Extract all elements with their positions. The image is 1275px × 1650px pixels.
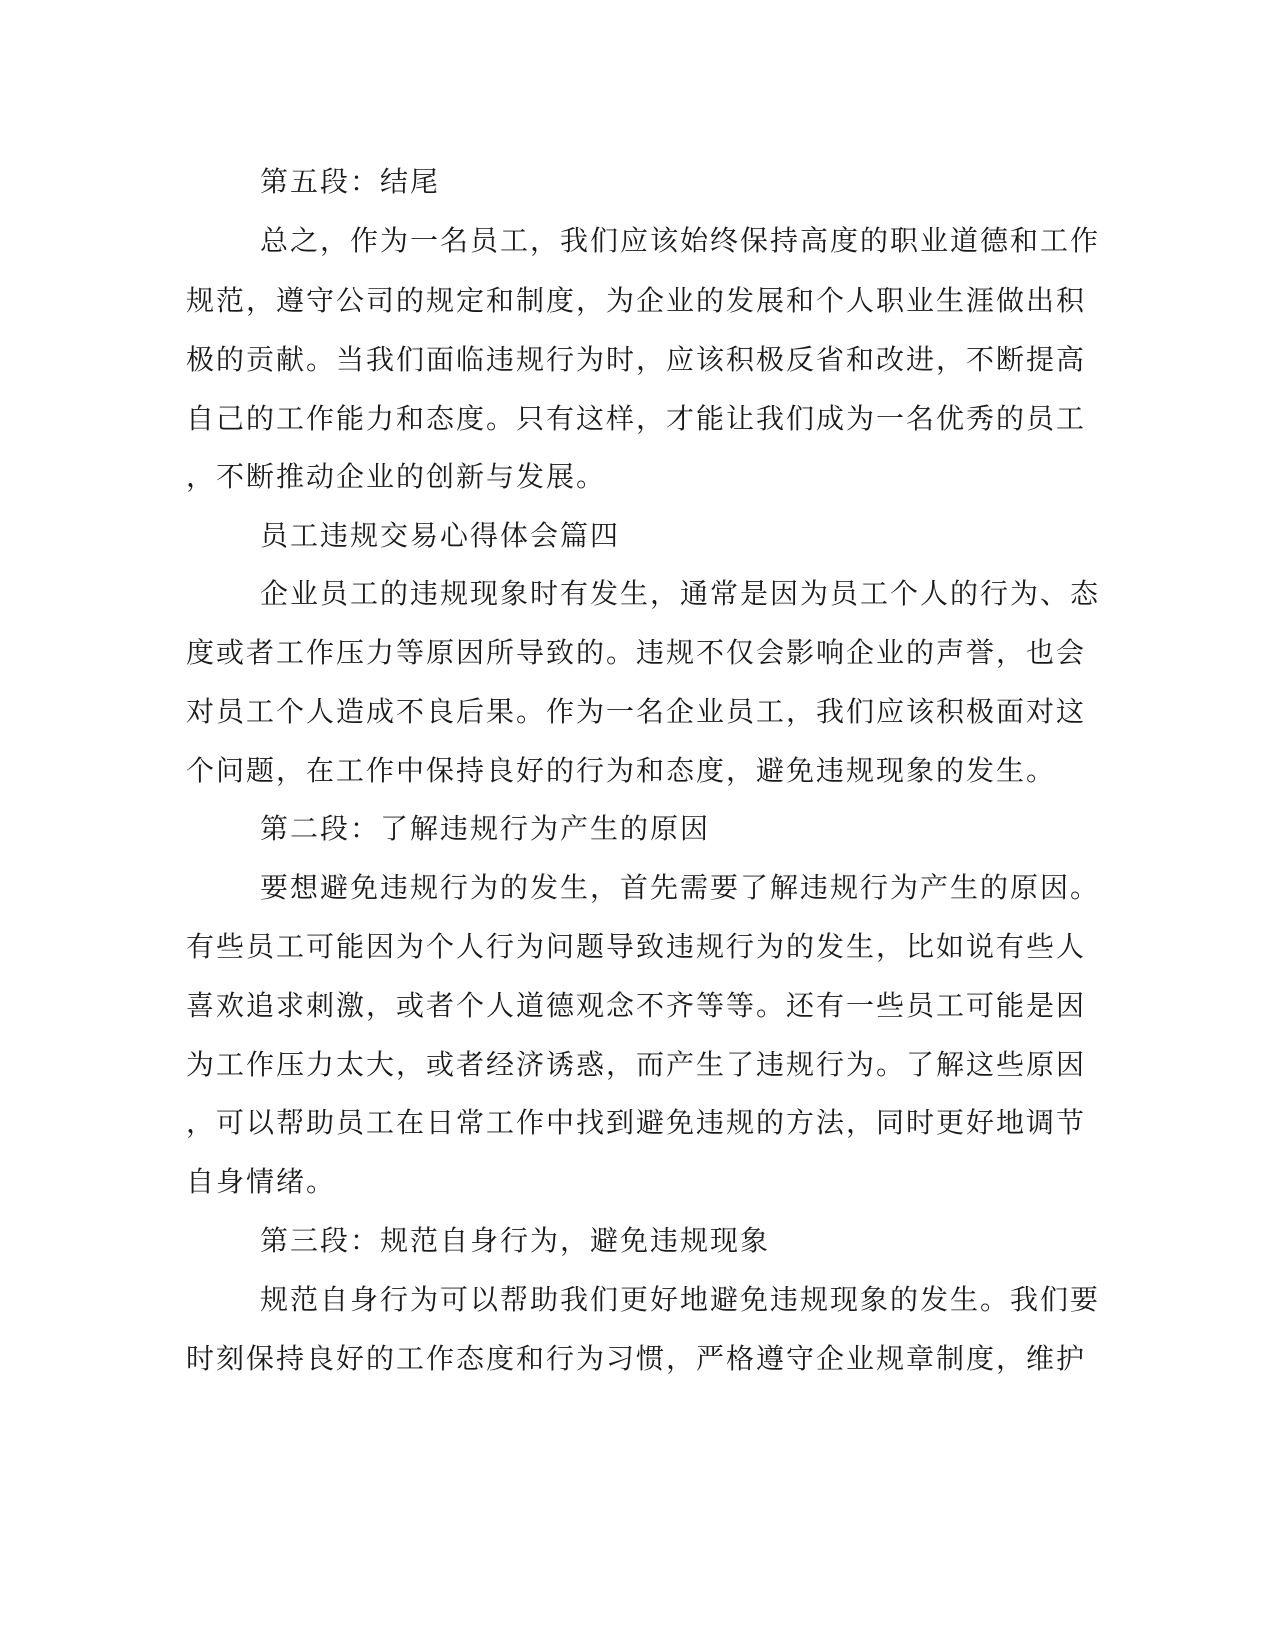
paragraph-line: 规范，遵守公司的规定和制度，为企业的发展和个人职业生涯做出积 (186, 284, 1087, 317)
paragraph-line: 要想避免违规行为的发生，首先需要了解违规行为产生的原因。 (260, 871, 1101, 904)
paragraph-line: 个问题，在工作中保持良好的行为和态度，避免违规现象的发生。 (186, 754, 1057, 787)
paragraph-line: 为工作压力太大，或者经济诱惑，而产生了违规行为。了解这些原因 (186, 1048, 1087, 1081)
paragraph-line: 有些员工可能因为个人行为问题导致违规行为的发生，比如说有些人 (186, 930, 1087, 963)
paragraph-line: ，不断推动企业的创新与发展。 (186, 460, 607, 493)
paragraph-line: 自身情绪。 (186, 1165, 337, 1198)
paragraph-line: 规范自身行为可以帮助我们更好地避免违规现象的发生。我们要 (260, 1283, 1101, 1316)
paragraph-line: 对员工个人造成不良后果。作为一名企业员工，我们应该积极面对这 (186, 695, 1087, 728)
paragraph-line: 喜欢追求刺激，或者个人道德观念不齐等等。还有一些员工可能是因 (186, 989, 1087, 1022)
paragraph-line: 度或者工作压力等原因所导致的。违规不仅会影响企业的声誉，也会 (186, 636, 1087, 669)
article-title-4: 员工违规交易心得体会篇四 (260, 519, 621, 552)
paragraph-line: 企业员工的违规现象时有发生，通常是因为员工个人的行为、态 (260, 577, 1101, 610)
paragraph-line: 时刻保持良好的工作态度和行为习惯，严格遵守企业规章制度，维护 (186, 1342, 1087, 1375)
paragraph-line: ，可以帮助员工在日常工作中找到避免违规的方法，同时更好地调节 (186, 1106, 1087, 1139)
paragraph-line: 总之，作为一名员工，我们应该始终保持高度的职业道德和工作 (260, 224, 1101, 257)
section-heading-3: 第三段：规范自身行为，避免违规现象 (260, 1224, 771, 1257)
section-heading-2: 第二段：了解违规行为产生的原因 (260, 812, 711, 845)
section-heading-5: 第五段：结尾 (260, 165, 441, 198)
paragraph-line: 自己的工作能力和态度。只有这样，才能让我们成为一名优秀的员工 (186, 402, 1087, 435)
paragraph-line: 极的贡献。当我们面临违规行为时，应该积极反省和改进，不断提高 (186, 343, 1087, 376)
